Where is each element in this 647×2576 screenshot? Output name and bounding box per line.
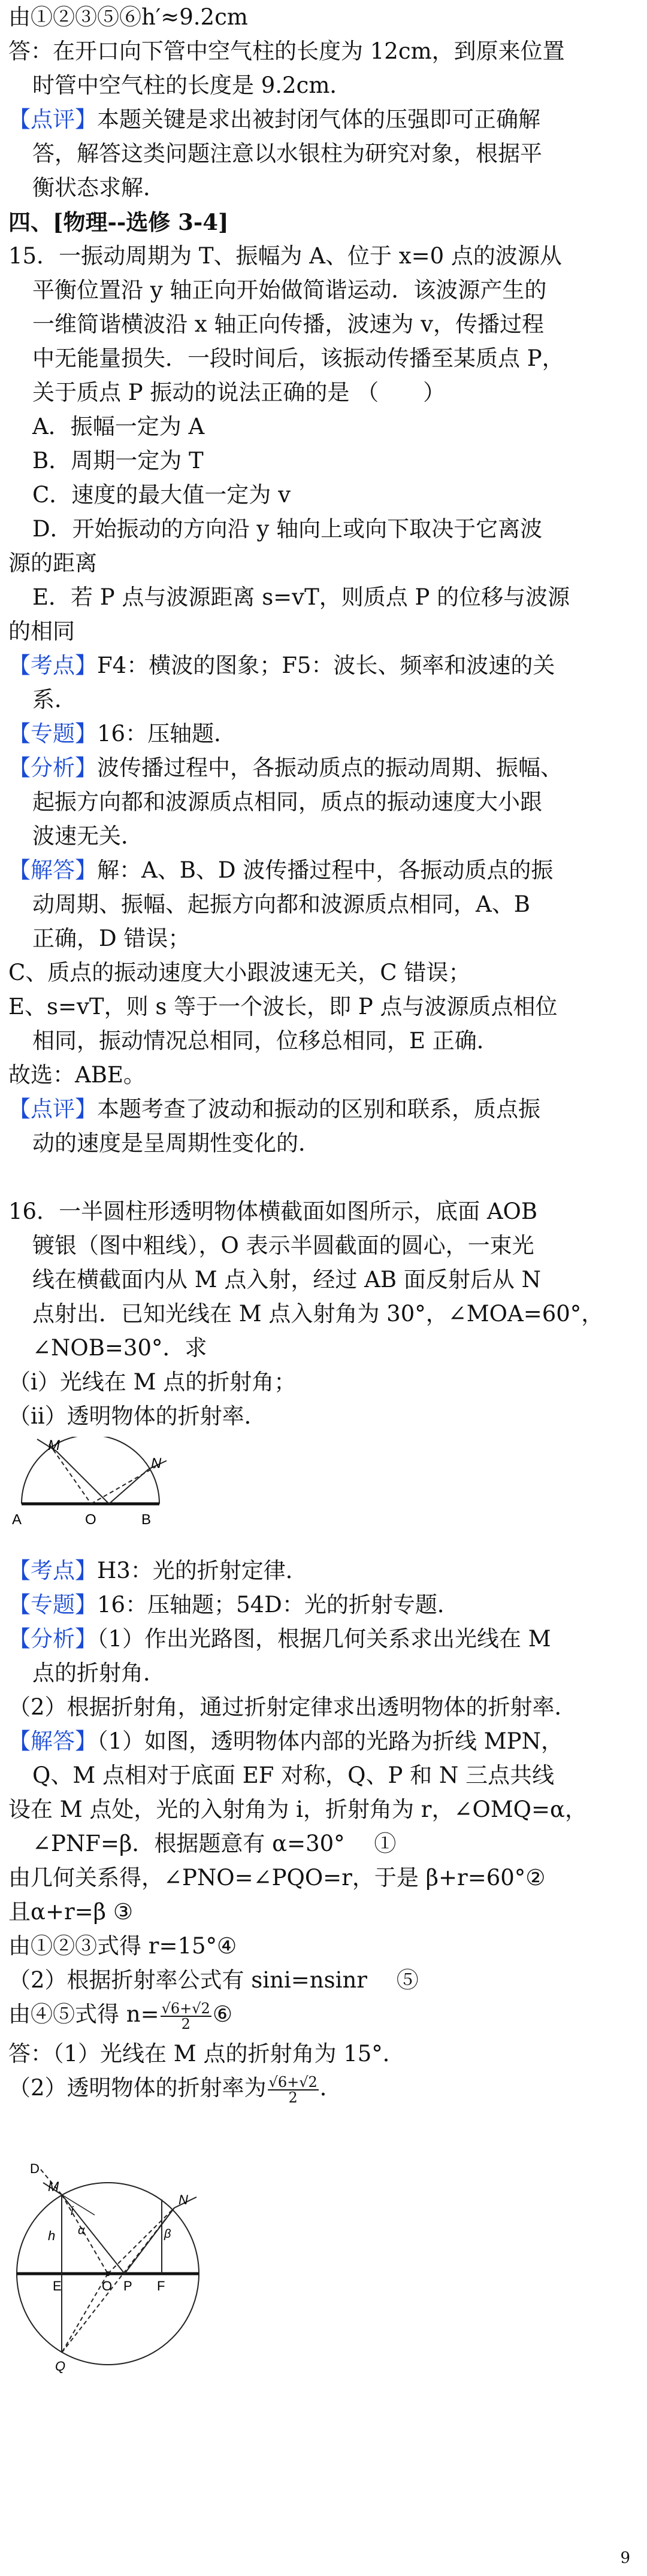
refractive-index-fraction	[161, 2001, 211, 2031]
text-content: 解：A、B、D 波传播过程中，各振动质点的振	[97, 857, 554, 883]
fraction-numerator: √6+√2	[161, 1999, 210, 2017]
option-b: B．周期一定为 T	[32, 448, 204, 474]
fraction-numerator: √6+√2	[268, 2073, 318, 2090]
text-line: 且α+r=β ③	[8, 1899, 133, 1925]
option-e: 的相同	[8, 618, 75, 644]
question-text: 关于质点 P 振动的说法正确的是 （ ）	[32, 380, 446, 405]
text-line: 动的速度是呈周期性变化的．	[32, 1130, 321, 1156]
label-beta: β	[164, 2228, 171, 2241]
page-number: 9	[620, 2549, 630, 2567]
label-b: B	[141, 1512, 152, 1528]
text-content: 16：压轴题．	[97, 721, 237, 747]
label-d: D	[30, 2161, 40, 2176]
analysis-tag: 【分析】	[8, 1626, 97, 1652]
text-line: 故选：ABE。	[8, 1062, 146, 1088]
text-line: 波速无关．	[32, 823, 143, 849]
label-p: P	[123, 2278, 132, 2293]
text-line: 起振方向都和波源质点相同，质点的振动速度大小跟	[32, 789, 542, 815]
text-content: F4：横波的图象；F5：波长、频率和波速的关	[97, 653, 555, 678]
text-line: 时管中空气柱的长度是 9.2cm．	[32, 72, 352, 98]
analysis-tag: 【分析】	[8, 755, 97, 781]
text-line: 系．	[32, 687, 77, 712]
label-m: M	[48, 2179, 59, 2194]
option-a: A．振幅一定为 A	[32, 414, 205, 439]
label-h: h	[48, 2228, 56, 2243]
text-content: ⑥	[212, 2001, 232, 2027]
text-line: C、质点的振动速度大小跟波速无关，C 错误；	[8, 960, 471, 985]
text-line: 动周期、振幅、起振方向都和波源质点相同，A、B	[32, 891, 530, 917]
text-line: （2）根据折射率公式有 sini=nsinr ⑤	[8, 1967, 419, 1993]
text-line: E、s=vT，则 s 等于一个波长，即 P 点与波源质点相位	[8, 994, 558, 1020]
question-text: 中无能量损失．一段时间后，该振动传播至某质点 P，	[32, 345, 564, 371]
label-o: O	[102, 2278, 113, 2293]
text-line: 由几何关系得，∠PNO=∠PQO=r，于是 β+r=60°②	[8, 1865, 546, 1891]
text-line	[8, 718, 639, 750]
text-line	[8, 753, 639, 784]
option-d: 源的距离	[8, 550, 97, 576]
text-line	[8, 2073, 639, 2105]
category-tag: 【专题】	[8, 1592, 97, 1618]
question-text: 一维简谐横波沿 x 轴正向传播，波速为 v，传播过程	[32, 311, 545, 337]
text-content: （2）透明物体的折射率为	[8, 2075, 267, 2101]
text-line	[8, 1624, 639, 1655]
question-text: 线在横截面内从 M 点入射，经过 AB 面反射后从 N	[32, 1267, 541, 1292]
label-m: M	[48, 1437, 60, 1454]
text-line	[8, 1726, 639, 1757]
text-line: 答，解答这类问题注意以水银柱为研究对象，根据平	[32, 141, 542, 166]
text-content: （1）如图，透明物体内部的光路为折线 MPN，	[97, 1728, 563, 1754]
sub-question: （ⅰ）光线在 M 点的折射角；	[8, 1369, 297, 1395]
text-content: 本题关键是求出被封闭气体的压强即可正确解	[97, 107, 540, 132]
text-content: 16：压轴题；54D：光的折射专题．	[97, 1592, 459, 1618]
fraction-denominator: 2	[288, 2089, 298, 2106]
label-i: i	[71, 2205, 74, 2218]
text-line: 由①②③式得 r=15°④	[8, 1933, 237, 1959]
text-line	[8, 1555, 639, 1586]
question-text: 16．一半圆柱形透明物体横截面如图所示，底面 AOB	[8, 1199, 538, 1224]
text-line: 衡状态求解．	[32, 175, 165, 201]
question-text: 镀银（图中粗线），O 表示半圆截面的圆心，一束光	[32, 1233, 534, 1258]
semicircle-figure	[6, 1437, 186, 1533]
option-d: D．开始振动的方向沿 y 轴向上或向下取决于它离波	[32, 516, 543, 542]
text-line: ∠PNF=β．根据题意有 α=30° ①	[32, 1831, 397, 1856]
option-c: C．速度的最大值一定为 v	[32, 482, 291, 508]
label-f: F	[157, 2278, 165, 2293]
text-line: 由①②③⑤⑥h′≈9.2cm	[8, 4, 248, 30]
light-path-figure	[5, 2107, 220, 2466]
text-line: （2）根据折射角，通过折射定律求出透明物体的折射率．	[8, 1694, 577, 1720]
label-e: E	[53, 2278, 62, 2293]
text-line	[8, 104, 639, 135]
answer-tag: 【解答】	[8, 1728, 97, 1754]
text-content: 本题考查了波动和振动的区别和联系，质点振	[97, 1096, 540, 1122]
text-line: 答：在开口向下管中空气柱的长度为 12cm，到原来位置	[8, 38, 565, 64]
text-content: 由④⑤式得 n=	[8, 2001, 159, 2027]
text-content: （1）作出光路图，根据几何关系求出光线在 M	[97, 1626, 551, 1652]
comment-tag: 【点评】	[8, 1096, 97, 1122]
text-line: 正确，D 错误；	[32, 926, 191, 951]
label-a: A	[12, 1512, 22, 1528]
comment-tag: 【点评】	[8, 107, 97, 132]
option-e: E．若 P 点与波源距离 s=vT，则质点 P 的位移与波源	[32, 584, 570, 610]
label-n: N	[179, 2192, 188, 2207]
text-line: Q、M 点相对于底面 EF 对称，Q、P 和 N 三点共线	[32, 1762, 555, 1788]
refractive-index-fraction	[268, 2075, 319, 2105]
text-line	[8, 855, 639, 886]
text-line	[8, 1589, 639, 1621]
text-line: 点的折射角．	[32, 1660, 165, 1686]
category-tag: 【专题】	[8, 721, 97, 747]
sub-question: （ⅱ）透明物体的折射率．	[8, 1403, 267, 1429]
question-text: 15．一振动周期为 T、振幅为 A、位于 x=0 点的波源从	[8, 243, 562, 269]
label-q: Q	[55, 2359, 66, 2374]
question-text: ∠NOB=30°．求	[32, 1335, 207, 1361]
fraction-denominator: 2	[181, 2015, 191, 2032]
text-line	[8, 650, 639, 681]
label-alpha: α	[78, 2224, 85, 2237]
label-o: O	[85, 1512, 96, 1528]
text-content: H3：光的折射定律．	[97, 1558, 308, 1583]
topic-tag: 【考点】	[8, 1558, 97, 1583]
answer-tag: 【解答】	[8, 857, 97, 883]
text-line: 相同，振动情况总相同，位移总相同，E 正确．	[32, 1028, 499, 1054]
text-content: 波传播过程中，各振动质点的振动周期、振幅、	[97, 755, 563, 781]
text-content: ．	[319, 2075, 342, 2101]
section-heading: 四、[物理--选修 3-4]	[8, 209, 229, 235]
text-line	[8, 1094, 639, 1125]
label-n: N	[151, 1455, 162, 1471]
question-text: 平衡位置沿 y 轴正向开始做简谐运动．该波源产生的	[32, 277, 547, 303]
text-line: 设在 M 点处，光的入射角为 i，折射角为 r，∠OMQ=α，	[8, 1797, 587, 1822]
text-line	[8, 1999, 639, 2031]
text-line: 答：（1）光线在 M 点的折射角为 15°．	[8, 2041, 405, 2067]
topic-tag: 【考点】	[8, 653, 97, 678]
question-text: 点射出．已知光线在 M 点入射角为 30°，∠MOA=60°，	[32, 1301, 604, 1327]
